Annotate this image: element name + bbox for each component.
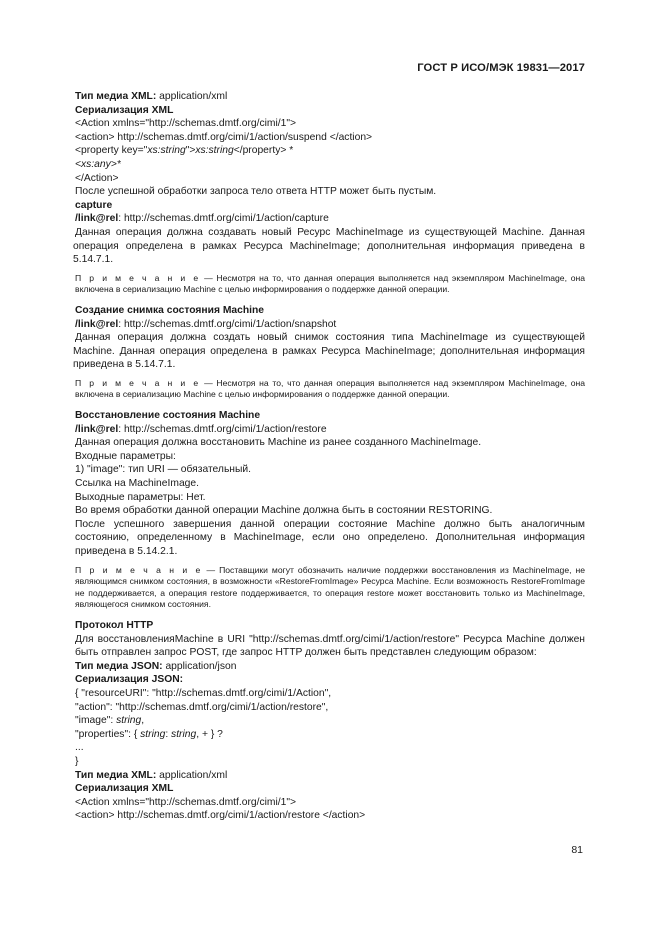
link-rel-value: : http://schemas.dmtf.org/cimi/1/action/restore xyxy=(118,423,327,435)
paragraph-text: После успешного завершения данной операции состояние Machine должно быть аналогичным состоянию, определенному в MachineImage, если оно определено. Дополнительная информация приведена в 5.14.2.1. xyxy=(75,518,585,557)
note-label: П р и м е ч а н и е xyxy=(75,272,201,283)
text-line: Данная операция должна восстановить Machine из ранее созданного MachineImage. xyxy=(75,437,482,449)
json-media-type-value: application/json xyxy=(162,660,237,672)
link-rel-label: /link@rel xyxy=(75,423,119,435)
paragraph-restore-desc xyxy=(0,518,585,559)
code-fragment: </property> * xyxy=(233,145,294,157)
paragraph: Данная операция должна создавать новый Ресурс MachineImage из существующей Machine. Данная операция определена в рамках Ресурса MachineImage; дополнительная информация приведена в 5.14.7.1. xyxy=(73,226,585,266)
link-rel-value: : http://schemas.dmtf.org/cimi/1/action/capture xyxy=(118,213,329,225)
json-serialization-label: Сериализация JSON: xyxy=(75,674,184,686)
code-fragment: "image": xyxy=(75,715,117,727)
code-line: ... xyxy=(75,742,84,754)
code-fragment-italic: string xyxy=(116,715,142,727)
code-fragment: : xyxy=(165,728,172,740)
code-fragment-italic: string xyxy=(140,728,166,740)
code-fragment-italic: xs:any xyxy=(81,158,111,170)
text-line: Выходные параметры: Нет. xyxy=(75,491,206,503)
link-rel-line xyxy=(75,212,585,226)
text-line: Ссылка на MachineImage. xyxy=(75,478,199,490)
note xyxy=(75,273,585,296)
paragraph: После успешной обработки запроса тело ответа HTTP может быть пустым. xyxy=(75,186,437,198)
code-fragment-italic: xs:string xyxy=(195,145,234,157)
code-line xyxy=(75,728,585,742)
json-media-type-label: Тип медиа JSON: xyxy=(75,660,163,672)
code-line xyxy=(75,714,585,728)
note xyxy=(75,378,585,401)
paragraph: Данная операция должна создать новый снимок состояния типа MachineImage из существующей Machine. Данная операция определена в рамках Ресурса MachineImage; дополнительная информация приведена в 5.14.7.1. xyxy=(73,332,585,371)
note-text: — Поставщики могут обозначить наличие поддержки восстановления из MachineImage, не являющимся снимком состояния, в возможности «RestoreFromImage» Ресурса Machine. Если возможность RestoreFromImage не поддерживается, а операция restore поддерживается, то операция restore может восстановить только из MachineImage, являющегося снимком состояния. xyxy=(75,564,585,610)
xml-serialization-label: Сериализация XML xyxy=(75,104,174,116)
note-label: П р и м е ч а н и е xyxy=(75,377,201,388)
code-line: { "resourceURI": "http://schemas.dmtf.org/cimi/1/Action", xyxy=(75,687,332,699)
section-title-protocol: Протокол HTTP xyxy=(75,619,154,631)
code-line: <action> http://schemas.dmtf.org/cimi/1/action/suspend </action> xyxy=(75,131,373,143)
code-line: <action> http://schemas.dmtf.org/cimi/1/action/restore </action> xyxy=(75,810,366,822)
code-line: "action": "http://schemas.dmtf.org/cimi/1/action/restore", xyxy=(75,701,329,713)
code-fragment-italic: string xyxy=(171,728,197,740)
text-line: Во время обработки данной операции Machine должна быть в состоянии RESTORING. xyxy=(75,505,493,517)
note xyxy=(75,565,585,611)
code-fragment: , + } ? xyxy=(196,728,223,740)
paragraph-protocol-desc xyxy=(0,633,585,660)
section-title-capture: capture xyxy=(75,199,113,211)
link-rel-label: /link@rel xyxy=(75,318,119,330)
section-title-snapshot: Создание снимка состояния Machine xyxy=(75,304,265,316)
document-header: ГОСТ Р ИСО/МЭК 19831—2017 xyxy=(417,62,585,74)
note-text: — Несмотря на то, что данная операция выполняется над экземпляром MachineImage, она включена в сериализацию Machine с целью информирования о поддержке данной операции. xyxy=(75,272,585,295)
code-line: <Action xmlns="http://schemas.dmtf.org/cimi/1"> xyxy=(75,796,297,808)
code-fragment: "properties": { xyxy=(75,728,141,740)
code-fragment: <property key=" xyxy=(75,145,148,157)
code-line: } xyxy=(75,755,79,767)
code-line xyxy=(75,144,585,158)
note-label: П р и м е ч а н и е xyxy=(75,564,203,575)
code-line xyxy=(75,158,585,172)
link-rel-line xyxy=(75,318,585,332)
xml-media-type-value: application/xml xyxy=(156,91,228,102)
code-line: </Action> xyxy=(75,172,119,184)
code-line: <Action xmlns="http://schemas.dmtf.org/cimi/1"> xyxy=(75,118,297,130)
link-rel-label: /link@rel xyxy=(75,213,119,225)
code-fragment-italic: xs:string xyxy=(147,145,186,157)
xml-media-type-line xyxy=(75,90,585,104)
link-rel-value: : http://schemas.dmtf.org/cimi/1/action/snapshot xyxy=(118,318,337,330)
code-fragment: < xyxy=(75,158,82,170)
paragraph-text: Для восстановленияMachine в URI "http://schemas.dmtf.org/cimi/1/action/restore" Ресурса Machine должен быть отправлен запрос POST, где запрос HTTP должен быть представлен следующим образом: xyxy=(75,633,585,659)
note-text: — Несмотря на то, что данная операция выполняется над экземпляром MachineImage, она включена в сериализацию Machine с целью информирования о поддержке данной операции. xyxy=(75,377,585,400)
xml-media-type-value: application/xml xyxy=(156,769,228,781)
page-content xyxy=(75,90,585,823)
xml-serialization-label: Сериализация XML xyxy=(75,783,174,795)
xml-media-type-label: Тип медиа XML: xyxy=(75,769,157,781)
code-fragment: , xyxy=(141,715,145,727)
xml-media-type-line xyxy=(75,769,585,783)
link-rel-line xyxy=(75,423,585,437)
page-number: 81 xyxy=(571,844,583,856)
text-line: 1) "image": тип URI — обязательный. xyxy=(75,464,252,476)
code-fragment: "> xyxy=(185,145,196,157)
text-line: Входные параметры: xyxy=(75,450,176,462)
json-media-type-line xyxy=(75,660,585,674)
xml-media-type-label: Тип медиа XML: xyxy=(75,91,157,102)
section-title-restore: Восстановление состояния Machine xyxy=(75,410,261,422)
code-fragment: >* xyxy=(110,158,121,170)
